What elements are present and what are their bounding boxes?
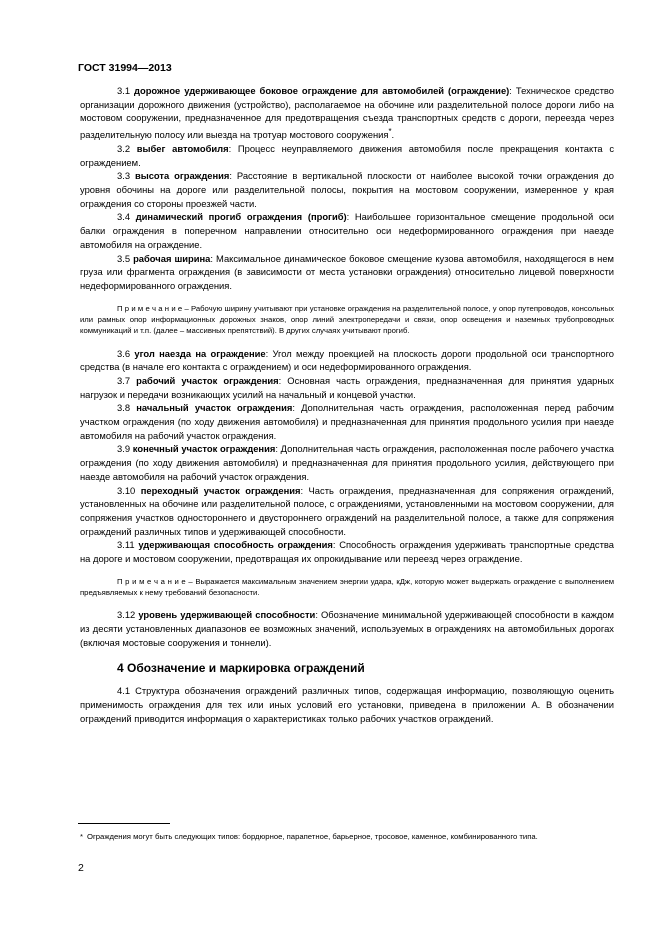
section-4-title: 4 Обозначение и маркировка ограждений xyxy=(117,660,365,675)
term-3-11: 3.11 удерживающая способность ограждения: Способность ограждения удерживать транспортные средства на дороге и мостовом сооружении, предотвращая их опрокидывание или переезд через ограждение. xyxy=(80,539,614,565)
term-3-12: 3.12 уровень удерживающей способности: Обозначение минимальной удерживающей способности в каждом из десяти установленных диапазонов ее возможных значений, используемых в ограждениях на автомобильных дорогах (включая мостовые сооружения и тоннели). xyxy=(80,609,615,648)
note-working-width: П р и м е ч а н и е – Рабочую ширину учитывают при установке ограждения на разделительной полосе, у опор путепроводов, консольных или рамных опор информационных дорожных знаков, опор линий электропередачи и связи, опор освещения и наземных трубопроводных коммуникаций и т.п. (далее – массивных препятствий). В других случаях учитывают прогиб. xyxy=(80,303,614,336)
term-3-1: 3.1 дорожное удерживающее боковое ограждение для автомобилей (ограждение): Техническое средство организации дорожного движения (устройство), располагаемое на обочине или разделительной полосе дороги либо на мостовом сооружении, предназначенное для предотвращения съезда транспортных средств с дороги, переезда через разделительную полосу или выезда на тротуар мостового сооружения*. xyxy=(80,85,615,141)
document-header: ГОСТ 31994—2013 xyxy=(78,62,172,74)
note-containment: П р и м е ч а н и е – Выражается максимальным значением энергии удара, кДж, которую может выдержать ограждение с выполнением предъявляемых к нему требований безопасности. xyxy=(80,576,615,598)
page-number: 2 xyxy=(78,862,84,874)
document-body xyxy=(80,84,614,725)
term-3-10: 3.10 переходный участок ограждения: Часть ограждения, предназначенная для сопряжения ограждений, установленных на обочине или разделительной полосе, с ограждениями, установленными на мостовом сооружении, для сопряжения участков одностороннего и двустороннего ограждений на разделительной полосе, а также для сопряжения ограждений различных типов и удерживающей способности. xyxy=(80,484,614,537)
term-3-8: 3.8 начальный участок ограждения: Дополнительная часть ограждения, расположенная перед рабочим участком ограждения (по ходу движения автомобиля) и предназначенная для принятия продольного усилия при наезде автомобиля на рабочий участок ограждения. xyxy=(80,402,614,441)
term-3-7: 3.7 рабочий участок ограждения: Основная часть ограждения, предназначенная для принятия ударных нагрузок и передачи возникающих усилий на начальный и концевой участки. xyxy=(80,374,614,400)
term-3-6: 3.6 угол наезда на ограждение: Угол между проекцией на плоскость дороги продольной оси транспортного средства (в начале его контакта с ограждением) и оси недеформированного ограждения. xyxy=(80,347,614,373)
term-3-3: 3.3 высота ограждения: Расстояние в вертикальной плоскости от наиболее высокой точки ограждения до уровня обочины на дороге или разделительной полосы, покрытия на мостовом сооружении, измеренное у края ограждения со стороны проезжей части. xyxy=(80,170,614,209)
footnote-text: Ограждения могут быть следующих типов: бордюрное, парапетное, барьерное, тросовое, каменное, комбинированного типа. xyxy=(87,832,538,841)
term-3-2: 3.2 выбег автомобиля: Процесс неуправляемого движения автомобиля после прекращения контакта с ограждением. xyxy=(80,142,615,168)
footnote xyxy=(80,831,614,843)
term-3-5: 3.5 рабочая ширина: Максимальное динамическое боковое смещение кузова автомобиля, находящегося в нем груза или фрагмента ограждения (в зависимости от места установки ограждения) относительно лицевой поверхности недеформированного ограждения. xyxy=(80,252,614,291)
term-3-4: 3.4 динамический прогиб ограждения (прогиб): Наибольшее горизонтальное смещение продольной оси балки ограждения в поперечном направлении относительно оси недеформированного ограждения при наезде автомобиля на ограждение. xyxy=(80,211,614,250)
footnote-ref: * xyxy=(388,127,392,137)
footnote-mark: * xyxy=(80,832,83,841)
footnote-divider xyxy=(78,823,170,824)
term-3-9: 3.9 конечный участок ограждения: Дополнительная часть ограждения, расположенная после рабочего участка ограждения (по ходу движения автомобиля) и предназначенная для принятия продольного усилия, действующего при наезде автомобиля на рабочий участок ограждения. xyxy=(80,443,614,482)
paragraph-4-1: 4.1 Структура обозначения ограждений различных типов, содержащая информацию, позволяющую оценить применимость ограждения для тех или иных условий его установки, приведена в приложении А. В обозначении ограждений приводится информация о характеристиках только рабочих участков ограждений. xyxy=(80,685,614,724)
